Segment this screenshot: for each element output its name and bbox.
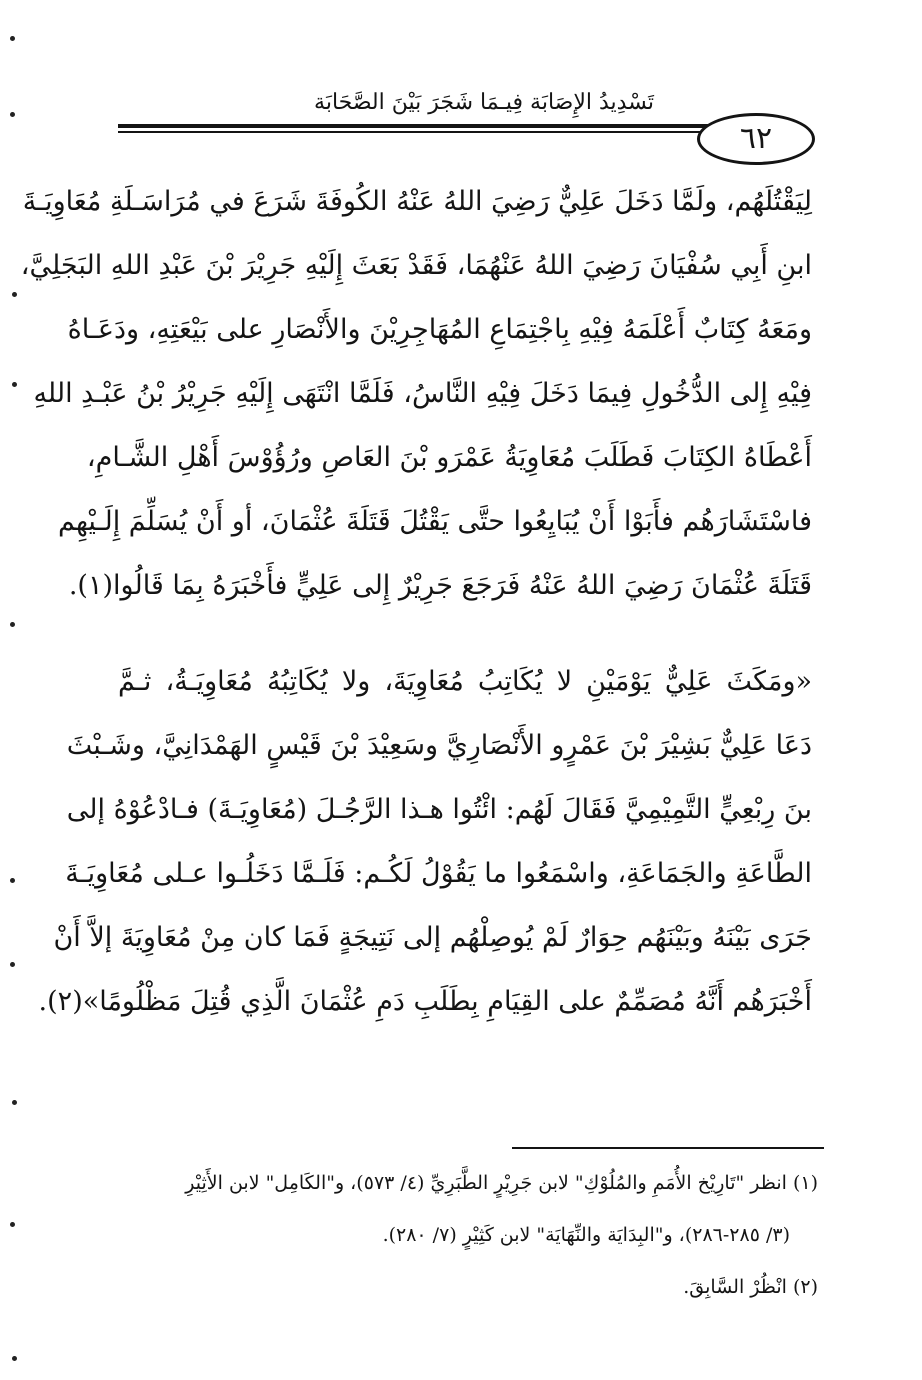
text-line: ابنِ أَبِي سُفْيَانَ رَضِيَ اللهُ عَنْهُمَا، فَقَدْ بَعَثَ إِلَيْهِ جَرِيْرَ بْنَ عَبْدِ اللهِ البَجَلِيَّ، bbox=[20, 250, 812, 281]
footnote-separator bbox=[512, 1147, 824, 1149]
paragraph-2 bbox=[38, 650, 812, 1034]
scan-dot bbox=[10, 112, 15, 117]
text-line: «ومَكَثَ عَلِيٌّ يَوْمَيْنِ لا يُكَاتِبُ مُعَاوِيَةَ، ولا يُكَاتِبُهُ مُعَاوِيَـةُ، ثـمَّ bbox=[118, 666, 812, 697]
paragraph-1 bbox=[20, 170, 812, 618]
text-line: بنَ رِبْعِيٍّ التَّمِيْمِيَّ فَقَالَ لَهُم: ائْتُوا هـذا الرَّجُـلَ (مُعَاوِيَـةَ) فـادْعُوْهُ إلى bbox=[66, 794, 812, 825]
text-line: لِيَقْتُلَهُم، ولَمَّا دَخَلَ عَلِيٌّ رَضِيَ اللهُ عَنْهُ الكُوفَةَ شَرَعَ في مُرَاسَـلَةِ مُعَاوِيَـةَ bbox=[22, 186, 812, 217]
header-rule-top bbox=[118, 124, 708, 128]
footnote-1: (١) انظر "تَارِيْخ الأُمَمِ والمُلُوْكِ" لابن جَرِيْرٍ الطَّبَرِيِّ (٤/ ٥٧٣)، و"الكَامِل" لابن الأَثِيْرِ bbox=[185, 1172, 818, 1194]
text-line: أَعْطَاهُ الكِتَابَ فَطَلَبَ مُعَاوِيَةُ عَمْرَو بْنَ العَاصِ ورُؤُوْسَ أَهْلِ الشَّـامِ، bbox=[86, 442, 812, 473]
scan-dot bbox=[12, 292, 17, 297]
footnotes bbox=[118, 1157, 818, 1313]
scan-dot bbox=[10, 36, 15, 41]
scan-dot bbox=[10, 878, 15, 883]
scan-dot bbox=[12, 1100, 17, 1105]
running-title: تَسْدِيدُ الإِصَابَة فِيـمَا شَجَرَ بَيْنَ الصَّحَابَة bbox=[314, 90, 654, 115]
scan-dot bbox=[12, 1356, 17, 1361]
text-line: فِيْهِ إِلى الدُّخُولِ فِيمَا دَخَلَ فِيْهِ النَّاسُ، فَلَمَّا انْتَهَى إِلَيْهِ جَرِيْرُ بْنُ عَبْـدِ اللهِ bbox=[33, 378, 812, 409]
text-line: جَرَى بَيْنَهُ وبَيْنَهُم حِوَارٌ لَمْ يُوصِلْهُم إلى نَتِيجَةٍ فَمَا كان مِنْ مُعَاوِيَةَ إلاَّ أَنْ bbox=[53, 922, 812, 953]
footnote-1-continued: (٣/ ٢٨٥-٢٨٦)، و"البِدَايَة والنِّهَايَة" لابن كَثِيْرٍ (٧/ ٢٨٠). bbox=[382, 1224, 790, 1246]
scan-dot bbox=[10, 622, 15, 627]
text-line: فاسْتَشَارَهُم فأَبَوْا أَنْ يُبَايِعُوا حتَّى يَقْتُلَ قَتَلَةَ عُثْمَانَ، أو أَنْ يُسَلِّمَ إِلَـيْهِم bbox=[58, 506, 812, 537]
text-line: أَخْبَرَهُم أَنَّهُ مُصَمِّمٌ على القِيَامِ بِطَلَبِ دَمِ عُثْمَانَ الَّذِي قُتِلَ مَظْلُومًا»(٢). bbox=[38, 986, 812, 1017]
page-number-oval bbox=[697, 113, 815, 165]
text-line: الطَّاعَةِ والجَمَاعَةِ، واسْمَعُوا ما يَقُوْلُ لَكُـم: فَلَـمَّا دَخَلُـوا عـلى مُعَاوِيَـةَ bbox=[65, 858, 812, 889]
scan-dot bbox=[10, 1222, 15, 1227]
header-rule-bottom bbox=[118, 131, 708, 133]
scan-dot bbox=[10, 962, 15, 967]
scan-dot bbox=[12, 382, 17, 387]
footnote-2: (٢) انْظُرْ السَّابِقَ. bbox=[683, 1276, 818, 1298]
page-number: ٦٢ bbox=[739, 121, 773, 156]
text-line: دَعَا عَلِيٌّ بَشِيْرَ بْنَ عَمْرٍو الأَنْصَارِيَّ وسَعِيْدَ بْنَ قَيْسٍ الهَمْدَانِيَّ، وشَـبْثَ bbox=[66, 730, 812, 761]
text-line: ومَعَهُ كِتَابٌ أَعْلَمَهُ فِيْهِ بِاجْتِمَاعِ المُهَاجِرِيْنَ والأَنْصَارِ على بَيْعَتِهِ، ودَعَـاهُ bbox=[67, 314, 812, 345]
text-line: قَتَلَةَ عُثْمَانَ رَضِيَ اللهُ عَنْهُ فَرَجَعَ جَرِيْرٌ إِلى عَلِيٍّ فأَخْبَرَهُ بِمَا قَالُوا(١). bbox=[68, 570, 812, 601]
